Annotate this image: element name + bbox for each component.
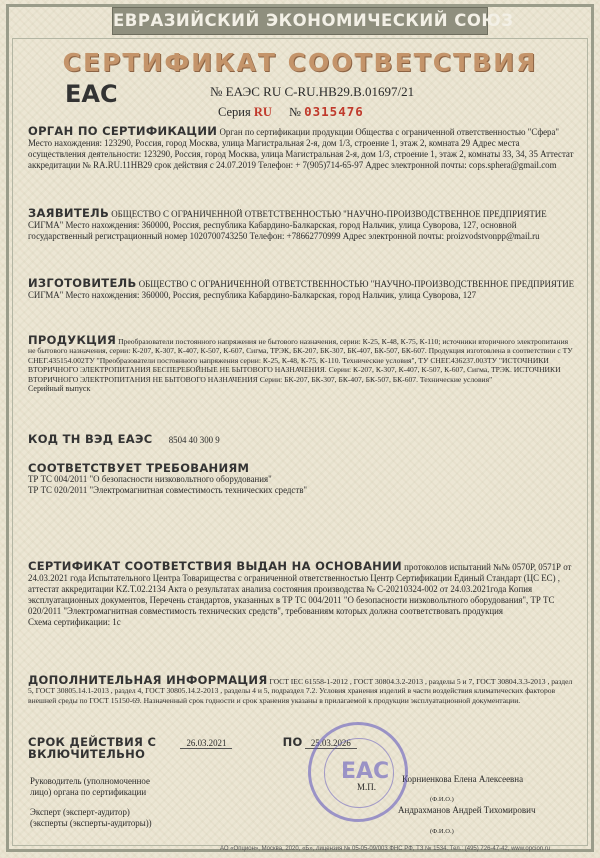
expert-label-2: (эксперты (эксперты-аудиторы)): [30, 818, 152, 828]
print-code: АО «Опцион», Москва, 2020, «Б», лицензия № 05-05-09/003 ФНС РФ, ТЗ № 1534. Тел.: (495) 726-47-42, www.opcion.ru: [220, 846, 551, 852]
organ-text: Орган по сертификации продукции Общества с ограниченной ответственностью "Сфера" Место нахождения: 123290, Россия, город Москва, улица Магистральная 2-я, дом 1/3, строение 1, этаж 2, комната 29 Адрес места осуществления деятельности: 123290, Россия, город Москва, улица Магистральная 2-я, дом 1/3, строение 1, этаж 2, комнаты 33, 34, 35 Аттестат аккредитации № RA.RU.11НВ29 срок действия с 24.07.2019 Телефон: + 7(905)714-65-97 Адрес электронной почты: cops.sphera@gmail.com: [28, 127, 574, 170]
additional-section: [28, 673, 576, 705]
validity-to-label: ПО: [282, 735, 303, 749]
head-label-2: лицо) органа по сертификации: [30, 787, 147, 797]
stamp-eac-icon: ЕАС: [341, 759, 390, 784]
basis-section: [28, 561, 576, 628]
tnved-value: 8504 40 300 9: [168, 435, 220, 445]
product-text: Преобразователи постоянного напряжения не бытового назначения, серии: К-25, К-48, К-75, К-110; источники вторичного электропитания не бытового назначения, серии: К-207, К-307, К-407, К-507, К-607, Сигма, ТРЭК, БК-207, БК-307, БК-407, БК-507, БК-607. Продукция изготовлена в соответствии с ТУ СНЕГ.435154.002ТУ "Преобразователи постоянного напряжения серии: К-25, К-48, К-75, К-110. Технические условия", ТУ СНЕГ.436237.003ТУ "ИСТОЧНИКИ ВТОРИЧНОГО ЭЛЕКТРОПИТАНИЯ БЕСПЕРЕБОЙНЫЕ НЕ БЫТОВОГО НАЗНАЧЕНИЯ. Серии: К-207, К-307, К-407, К-507, К-607, Сигма, ТРЭК. ИСТОЧНИКИ ВТОРИЧНОГО ЭЛЕКТРОПИТАНИЯ НЕ БЫТОВОГО НАЗНАЧЕНИЯ Серии: БК-207, БК-307, БК-407, БК-507, БК-607. Технические условия": [28, 337, 573, 384]
product-section: [28, 333, 576, 394]
certificate-title: СЕРТИФИКАТ СООТВЕТСТВИЯ: [62, 48, 538, 77]
validity-from: 26.03.2021: [180, 738, 232, 749]
additional-text: ГОСТ IEC 61558-1-2012 , ГОСТ 30804.3.2-2013 , разделы 5 и 7, ГОСТ 30804.3.3-2013 , раздел 5, ГОСТ 30805.14.1-2013 , раздел 4, ГОСТ 30805.14.2-2013 , разделы 4 и 5, подраздел 7.2. Условия хранения изделий в части воздействия климатических факторов внешней среды по ГОСТ 15150-69. Назначенный срок годности и срок хранения указаны в прилагаемой к продукции эксплуатационной документации.: [28, 677, 573, 705]
head-label-1: Руководитель (уполномоченное: [30, 776, 150, 786]
tnved-label: КОД ТН ВЭД ЕАЭС: [28, 432, 153, 446]
basis-label: СЕРТИФИКАТ СООТВЕТСТВИЯ ВЫДАН НА ОСНОВАНИИ: [28, 559, 402, 573]
mp-label: М.П.: [357, 782, 377, 792]
series-label: Серия: [218, 105, 251, 119]
series-line: [218, 104, 364, 120]
certification-stamp: [308, 722, 408, 822]
union-banner: ЕВРАЗИЙСКИЙ ЭКОНОМИЧЕСКИЙ СОЮЗ: [112, 7, 488, 35]
expert-label-1: Эксперт (эксперт-аудитор): [30, 807, 130, 817]
manufacturer-section: [28, 278, 576, 301]
applicant-text: ОБЩЕСТВО С ОГРАНИЧЕННОЙ ОТВЕТСТВЕННОСТЬЮ "НАУЧНО-ПРОИЗВОДСТВЕННОЕ ПРЕДПРИЯТИЕ СИГМА" Место нахождения: 360000, Россия, республика Кабардино-Балкарская, город Нальчик, улица Суворова, 127, основной государственный регистрационный номер 1020700743250 Телефон: +78662770999 Адрес электронной почты: proizvodstvonpp@mail.ru: [28, 209, 547, 241]
head-fio-caption: (Ф.И.О.): [430, 796, 454, 803]
validity-label: СРОК ДЕЙСТВИЯ С: [28, 735, 157, 749]
series-code: RU: [253, 105, 272, 119]
requirements-line-1: ТР ТС 004/2011 "О безопасности низковольтного оборудования": [28, 474, 272, 484]
head-name: Корниенкова Елена Алексеевна: [402, 774, 524, 784]
product-release: Серийный выпуск: [28, 384, 91, 394]
certificate-number: № ЕАЭС RU C-RU.НВ29.В.01697/21: [210, 84, 415, 99]
expert-name: Андрахманов Андрей Тихомирович: [398, 805, 536, 815]
organ-section: [28, 126, 576, 171]
applicant-section: [28, 208, 576, 242]
tnved-section: [28, 434, 576, 446]
number-label: №: [289, 105, 301, 119]
requirements-label: СООТВЕТСТВУЕТ ТРЕБОВАНИЯМ: [28, 461, 250, 475]
requirements-section: [28, 463, 576, 496]
expert-signature-block: [30, 807, 152, 829]
eac-logo-icon: EAC: [65, 80, 118, 108]
expert-fio-caption: (Ф.И.О.): [430, 828, 454, 835]
manufacturer-label: ИЗГОТОВИТЕЛЬ: [28, 276, 137, 290]
head-signature-block: [30, 776, 150, 798]
validity-section: [28, 737, 576, 760]
blank-number: 0315476: [304, 104, 364, 119]
applicant-label: ЗАЯВИТЕЛЬ: [28, 206, 110, 220]
basis-scheme: Схема сертификации: 1с: [28, 617, 121, 627]
additional-label: ДОПОЛНИТЕЛЬНАЯ ИНФОРМАЦИЯ: [28, 673, 268, 687]
organ-label: ОРГАН ПО СЕРТИФИКАЦИИ: [28, 124, 218, 138]
manufacturer-text: ОБЩЕСТВО С ОГРАНИЧЕННОЙ ОТВЕТСТВЕННОСТЬЮ "НАУЧНО-ПРОИЗВОДСТВЕННОЕ ПРЕДПРИЯТИЕ СИГМА" Место нахождения: 360000, Россия, республика Кабардино-Балкарская, город Нальчик, улица Суворова, 127: [28, 279, 575, 300]
validity-inclusive-label: ВКЛЮЧИТЕЛЬНО: [28, 747, 146, 761]
requirements-line-2: ТР ТС 020/2011 "Электромагнитная совместимость технических средств": [28, 485, 308, 495]
basis-text: протоколов испытаний №№ 0570Р, 0571Р от 24.03.2021 года Испытательного Центра Товарищества с ограниченной ответственностью Центр Сертификации Единый Стандарт (ЦС ЕС) , аттестат аккредитации KZ.T.02.2134 Акта о результатах анализа состояния производства № С-20210324-002 от 24.03.2021года Копия эксплуатационных документов, Перечень стандартов, указанных в ТР ТС 004/2011 "О безопасности низковольтного оборудования", ТР ТС 020/2011 "Электромагнитная совместимость технических средств", требованиям которых должна соответствовать продукция: [28, 562, 572, 616]
product-label: ПРОДУКЦИЯ: [28, 333, 117, 347]
validity-to: 25.03.2026: [305, 738, 357, 749]
